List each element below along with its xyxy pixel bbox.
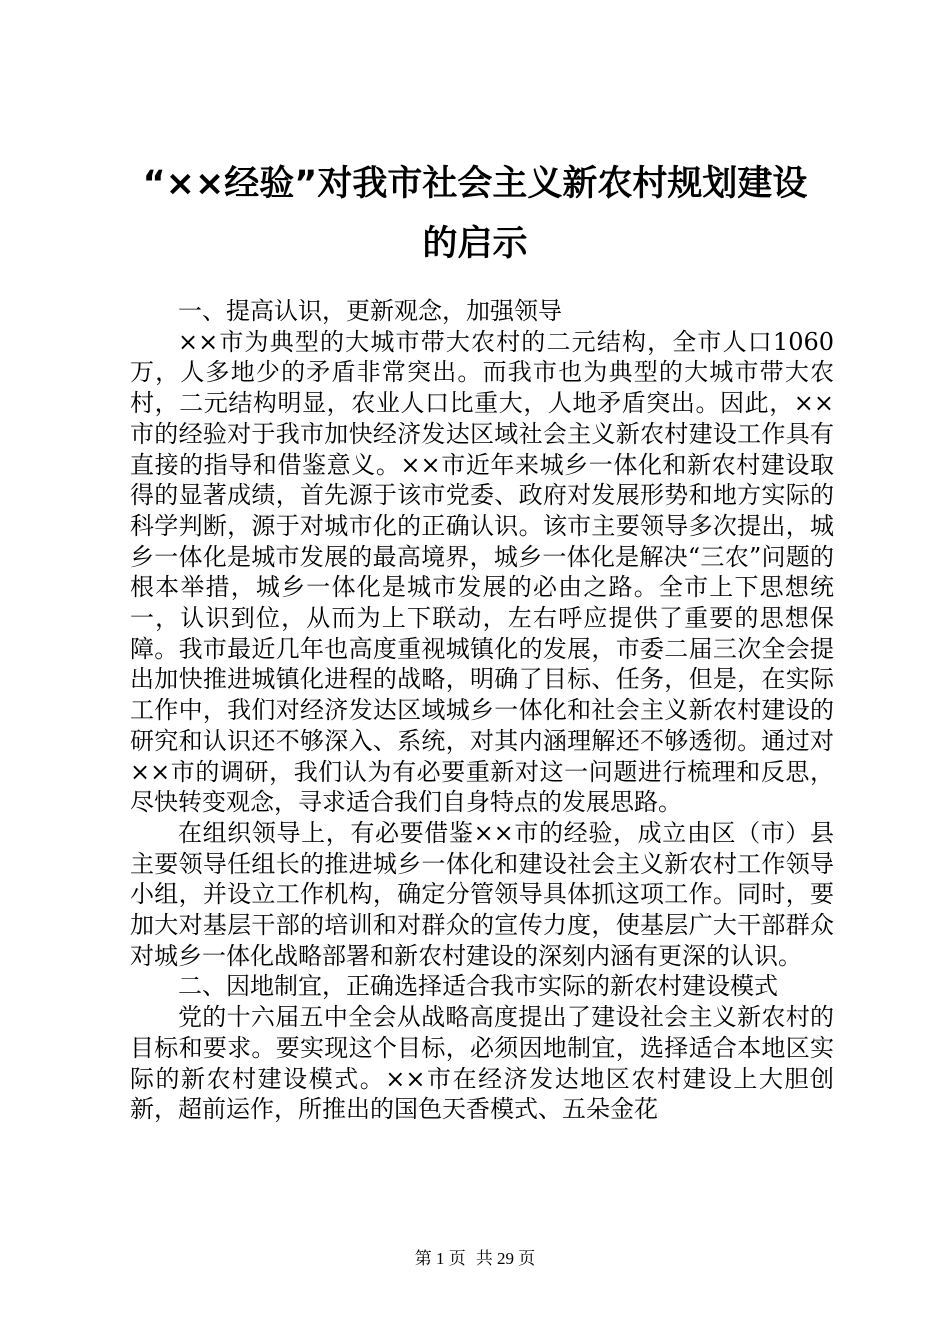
body-paragraph-3: 党的十六届五中全会从战略高度提出了建设社会主义新农村的目标和要求。要实现这个目标，必须因地制宜，选择适合本地区实际的新农村建设模式。××市在经济发达地区农村建设上大胆创新，超前运作，所推出的国色天香模式、五朵金花: [130, 1003, 834, 1124]
page-footer: [0, 1244, 950, 1269]
body-paragraph-1: ××市为典型的大城市带大农村的二元结构，全市人口1060万，人多地少的矛盾非常突出。而我市也为典型的大城市带大农村，二元结构明显，农业人口比重大，人地矛盾突出。因此，××市的经验对于我市加快经济发达区域社会主义新农村建设工作具有直接的指导和借鉴意义。××市近年来城乡一体化和新农村建设取得的显著成绩，首先源于该市党委、政府对发展形势和地方实际的科学判断，源于对城市化的正确认识。该市主要领导多次提出，城乡一体化是城市发展的最高境界，城乡一体化是解决“三农”问题的根本举措，城乡一体化是城市发展的必由之路。全市上下思想统一，认识到位，从而为上下联动，左右呼应提供了重要的思想保障。我市最近几年也高度重视城镇化的发展，市委二届三次全会提出加快推进城镇化进程的战略，明确了目标、任务，但是，在实际工作中，我们对经济发达区域城乡一体化和社会主义新农村建设的研究和认识还不够深入、系统，对其内涵理解还不够透彻。通过对××市的调研，我们认为有必要重新对这一问题进行梳理和反思，尽快转变观念，寻求适合我们自身特点的发展思路。: [130, 327, 834, 817]
title-line-1: “××经验”对我市社会主义新农村规划建设: [142, 164, 808, 204]
section-heading-2: 二、因地制宜，正确选择适合我市实际的新农村建设模式: [178, 972, 778, 1001]
section-heading-1: 一、提高认识，更新观念，加强领导: [178, 297, 562, 325]
document-body: [130, 296, 834, 1125]
document-title: [60, 154, 890, 274]
title-line-2: 的启示: [422, 224, 528, 264]
page-number: 第 1 页: [414, 1249, 466, 1268]
page-total: 共 29 页: [475, 1249, 536, 1268]
body-paragraph-2: 在组织领导上，有必要借鉴××市的经验，成立由区（市）县主要领导任组长的推进城乡一体化和建设社会主义新农村工作领导小组，并设立工作机构，确定分管领导具体抓这项工作。同时，要加大对基层干部的培训和对群众的宣传力度，使基层广大干部群众对城乡一体化战略部署和新农村建设的深刻内涵有更深的认识。: [130, 818, 834, 970]
